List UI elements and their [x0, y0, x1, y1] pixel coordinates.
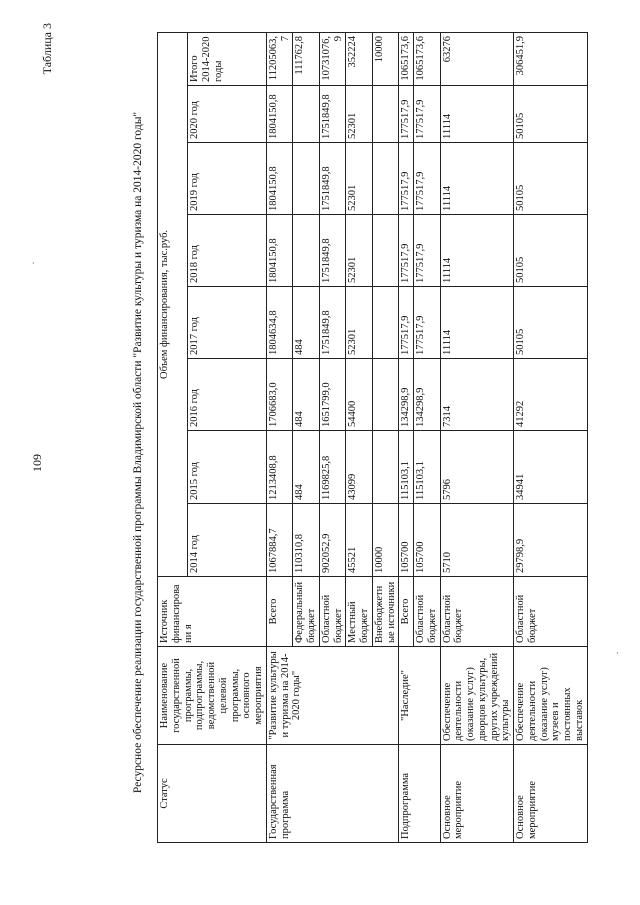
header-total: Итого 2014-2020 годы — [188, 32, 267, 85]
row-value: 41292 — [514, 359, 588, 431]
header-year: 2018 год — [188, 215, 267, 287]
resource-table — [157, 32, 588, 843]
row-value: 5710 — [440, 504, 514, 577]
row-value: 50105 — [514, 86, 588, 143]
row-total: 111762,8 — [293, 32, 320, 85]
row-value: 1751849,8 — [319, 215, 346, 287]
row-value — [372, 215, 399, 287]
row-status: Основное мероприятие — [440, 745, 514, 843]
row-source: Местный бюджет — [346, 577, 373, 647]
row-status: Основное мероприятие — [514, 745, 588, 843]
row-source: Областной бюджет — [514, 577, 588, 647]
row-value: 1169825,8 — [319, 431, 346, 504]
row-value: 1804634,8 — [266, 287, 293, 359]
row-value: 134298,9 — [414, 359, 441, 431]
row-name: Обеспечение деятельности (оказание услуг) музеев и постоянных выставок — [514, 647, 588, 745]
row-value: 1751849,8 — [319, 287, 346, 359]
row-value: 177517,9 — [414, 287, 441, 359]
row-total: 1065173,6 — [414, 32, 441, 85]
row-total: 63276 — [440, 32, 514, 85]
table-row — [440, 32, 514, 842]
row-total: 1065173,6 — [399, 32, 414, 85]
row-source: Областной бюджет — [414, 577, 441, 647]
row-value: 177517,9 — [399, 143, 414, 215]
row-value: 11114 — [440, 287, 514, 359]
row-value: 1804150,8 — [266, 215, 293, 287]
scan-mark: · — [26, 261, 40, 265]
header-status: Статус — [158, 745, 267, 843]
table-row — [266, 32, 293, 842]
row-value: 10000 — [372, 504, 399, 577]
row-value: 177517,9 — [414, 86, 441, 143]
row-value: 177517,9 — [414, 143, 441, 215]
row-total: 10000 — [372, 32, 399, 85]
row-value: 105700 — [399, 504, 414, 577]
table-label: Таблица 3 — [40, 23, 54, 75]
row-source: Областной бюджет — [440, 577, 514, 647]
row-total: 306451,9 — [514, 32, 588, 85]
row-value: 29798,9 — [514, 504, 588, 577]
row-total: 11205063,7 — [266, 32, 293, 85]
page-number: 109 — [30, 454, 44, 472]
row-value: 7314 — [440, 359, 514, 431]
table-row — [514, 32, 588, 842]
row-value: 902052,9 — [319, 504, 346, 577]
row-source: Федеральный бюджет — [293, 577, 320, 647]
row-value: 11114 — [440, 143, 514, 215]
row-total: 352224 — [346, 32, 373, 85]
header-year: 2016 год — [188, 359, 267, 431]
row-value: 105700 — [414, 504, 441, 577]
row-value: 484 — [293, 431, 320, 504]
header-volume: Объем финансирования, тыс.руб. — [158, 32, 188, 576]
row-status: Подпрограмма — [399, 745, 440, 843]
row-value: 1651799,0 — [319, 359, 346, 431]
row-source: Областной бюджет — [319, 577, 346, 647]
row-value: 484 — [293, 359, 320, 431]
row-total: 10731076,9 — [319, 32, 346, 85]
table-row — [399, 32, 414, 842]
row-value: 52301 — [346, 287, 373, 359]
row-value: 115103,1 — [414, 431, 441, 504]
row-value — [293, 143, 320, 215]
row-value — [372, 287, 399, 359]
row-status: Государственная программа — [266, 745, 399, 843]
row-value: 45521 — [346, 504, 373, 577]
scan-mark: · — [610, 651, 624, 655]
row-value: 177517,9 — [399, 215, 414, 287]
row-source: Всего — [266, 577, 293, 647]
row-value: 11114 — [440, 86, 514, 143]
row-value: 115103,1 — [399, 431, 414, 504]
row-value: 177517,9 — [399, 86, 414, 143]
row-value — [293, 86, 320, 143]
row-value: 1067884,7 — [266, 504, 293, 577]
header-year: 2020 год — [188, 86, 267, 143]
row-value — [372, 86, 399, 143]
header-year: 2015 год — [188, 431, 267, 504]
row-value: 177517,9 — [399, 287, 414, 359]
row-value: 110310,8 — [293, 504, 320, 577]
row-source: Внебюджетные источники — [372, 577, 399, 647]
row-value: 50105 — [514, 143, 588, 215]
row-value: 1751849,8 — [319, 143, 346, 215]
row-value: 1751849,8 — [319, 86, 346, 143]
row-value: 177517,9 — [414, 215, 441, 287]
row-value: 50105 — [514, 287, 588, 359]
row-value: 1804150,8 — [266, 86, 293, 143]
row-value: 52301 — [346, 215, 373, 287]
header-source: Источник финансировани я — [158, 577, 267, 647]
header-year: 2019 год — [188, 143, 267, 215]
row-value: 134298,9 — [399, 359, 414, 431]
row-value: 5796 — [440, 431, 514, 504]
row-value: 52301 — [346, 86, 373, 143]
row-name: Обеспечение деятельности (оказание услуг) дворцов культуры, других учреждений культуры — [440, 647, 514, 745]
row-value: 52301 — [346, 143, 373, 215]
row-value: 54400 — [346, 359, 373, 431]
row-value — [372, 143, 399, 215]
row-value: 50105 — [514, 215, 588, 287]
row-name: "Наследие" — [399, 647, 440, 745]
row-value — [293, 215, 320, 287]
row-value: 1804150,8 — [266, 143, 293, 215]
row-value: 34941 — [514, 431, 588, 504]
row-value — [372, 359, 399, 431]
row-value: 11114 — [440, 215, 514, 287]
row-value: 43099 — [346, 431, 373, 504]
row-value: 1213408,8 — [266, 431, 293, 504]
row-value — [372, 431, 399, 504]
row-source: Всего — [399, 577, 414, 647]
header-year: 2017 год — [188, 287, 267, 359]
row-value: 484 — [293, 287, 320, 359]
document-title: Ресурсное обеспечение реализации государственной программы Владимирской области "Развитие культуры и туризма на 2014-2020 годы" — [132, 111, 144, 794]
row-name: "Развитие культуры и туризма на 2014-2020 годы" — [266, 647, 399, 745]
header-year: 2014 год — [188, 504, 267, 577]
header-name: Наименование государственной программы, подпрограммы, ведомственной целевой программы, основного мероприятия — [158, 647, 267, 745]
row-value: 1706683,0 — [266, 359, 293, 431]
